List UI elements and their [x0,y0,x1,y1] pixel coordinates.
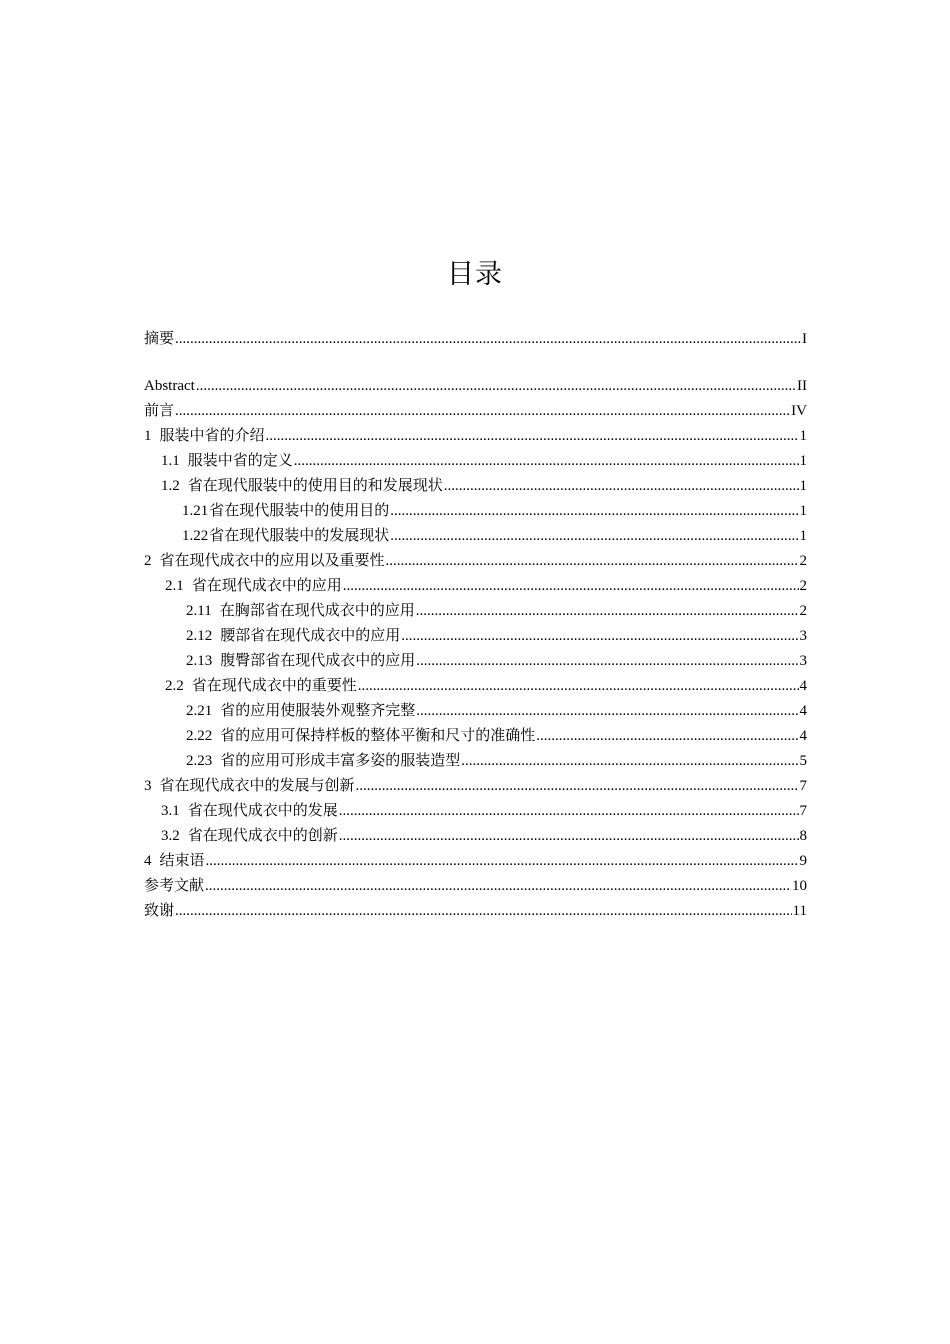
toc-leader-dots [416,599,799,624]
toc-entry-references[interactable] [144,874,807,899]
toc-leader-dots [339,799,799,824]
toc-leader-dots [390,524,798,549]
toc-entry-1-1[interactable] [144,449,807,474]
toc-entry-label: Abstract [144,378,195,394]
toc-entry-2-2[interactable] [144,674,807,699]
toc-page-number: 1 [799,478,807,494]
toc-entry-acknowledgements[interactable] [144,899,807,924]
toc-leader-dots [175,399,790,424]
toc-page-number: I [802,331,807,347]
toc-page-number: 11 [792,903,807,919]
toc-entry-3[interactable] [144,774,807,799]
toc-entry-label: 2.12 腰部省在现代成衣中的应用 [186,628,401,644]
toc-entry-2-12[interactable] [144,624,807,649]
toc-leader-dots [390,499,798,524]
toc-page-number: 8 [799,828,807,844]
toc-leader-dots [444,474,799,499]
toc-entry-label: 1.1 服装中省的定义 [161,453,293,469]
toc-page-number: 3 [799,628,807,644]
toc-leader-dots [294,449,799,474]
toc-entry-label: 2.21 省的应用使服装外观整齐完整 [186,703,416,719]
toc-page-number: II [797,378,807,394]
toc-leader-dots [205,874,791,899]
toc-page-number: 2 [799,553,807,569]
toc-entry-label: 1.21省在现代服装中的使用目的 [182,503,390,519]
toc-entry-2-11[interactable] [144,599,807,624]
toc-entry-2-21[interactable] [144,699,807,724]
toc-page-number: 1 [799,453,807,469]
toc-page-number: 1 [799,503,807,519]
toc-entry-abstract-cn[interactable] [144,327,807,352]
toc-entry-1[interactable] [144,424,807,449]
toc-entry-2-13[interactable] [144,649,807,674]
toc-page-number: IV [791,403,807,419]
toc-entry-1-21[interactable] [144,499,807,524]
toc-entry-2-23[interactable] [144,749,807,774]
toc-leader-dots [339,824,799,849]
toc-entry-1-22[interactable] [144,524,807,549]
toc-entry-label: 1 服装中省的介绍 [144,428,265,444]
toc-entry-label: 2.11 在胸部省在现代成衣中的应用 [186,603,415,619]
toc-entry-label: 2 省在现代成衣中的应用以及重要性 [144,553,385,569]
toc-leader-dots [416,649,798,674]
toc-page-number: 2 [799,603,807,619]
toc-page-number: 3 [799,653,807,669]
toc-page-number: 10 [792,878,807,894]
toc-leader-dots [196,374,796,399]
toc-leader-dots [175,327,801,352]
toc-leader-dots [401,624,798,649]
toc-entry-label: 2.13 腹臀部省在现代成衣中的应用 [186,653,416,669]
toc-entry-label: 参考文献 [144,878,205,894]
toc-entry-label: 2.1 省在现代成衣中的应用 [165,578,342,594]
toc-entry-label: 3.2 省在现代成衣中的创新 [161,828,338,844]
toc-entry-label: 2.2 省在现代成衣中的重要性 [165,678,357,694]
toc-entry-label: 4 结束语 [144,853,205,869]
toc-entry-label: 1.22省在现代服装中的发展现状 [182,528,390,544]
toc-entry-label: 3.1 省在现代成衣中的发展 [161,803,338,819]
toc-entry-abstract-en[interactable] [144,374,807,399]
toc-leader-dots [461,749,798,774]
toc-leader-dots [386,549,799,574]
toc-page-number: 4 [799,728,807,744]
toc-entry-2[interactable] [144,549,807,574]
toc-leader-dots [266,424,799,449]
toc-entry-label: 3 省在现代成衣中的发展与创新 [144,778,355,794]
toc-leader-dots [416,699,798,724]
toc-leader-dots [343,574,799,599]
toc-page-number: 2 [799,578,807,594]
toc-entry-4[interactable] [144,849,807,874]
toc-page-number: 1 [799,528,807,544]
toc-entry-2-22[interactable] [144,724,807,749]
toc-leader-dots [536,724,798,749]
toc-entry-3-2[interactable] [144,824,807,849]
toc-entry-1-2[interactable] [144,474,807,499]
toc-entry-label: 2.23 省的应用可形成丰富多姿的服装造型 [186,753,461,769]
toc-entry-label: 致谢 [144,903,175,919]
toc-page-number: 1 [799,428,807,444]
toc-entry-label: 1.2 省在现代服装中的使用目的和发展现状 [161,478,443,494]
toc-title: 目录 [447,259,503,290]
toc-entry-3-1[interactable] [144,799,807,824]
toc-leader-dots [175,899,792,924]
toc-entry-label: 摘要 [144,331,175,347]
toc-page-number: 5 [799,753,807,769]
toc-leader-dots [358,674,799,699]
toc-page-number: 4 [799,703,807,719]
toc-page-number: 7 [799,778,807,794]
table-of-contents [144,327,807,924]
toc-leader-dots [356,774,799,799]
toc-leader-dots [206,849,799,874]
toc-page-number: 7 [799,803,807,819]
toc-entry-label: 前言 [144,403,175,419]
toc-entry-label: 2.22 省的应用可保持样板的整体平衡和尺寸的准确性 [186,728,536,744]
toc-page-number: 4 [799,678,807,694]
toc-entry-preface[interactable] [144,399,807,424]
toc-page-number: 9 [799,853,807,869]
toc-entry-2-1[interactable] [144,574,807,599]
